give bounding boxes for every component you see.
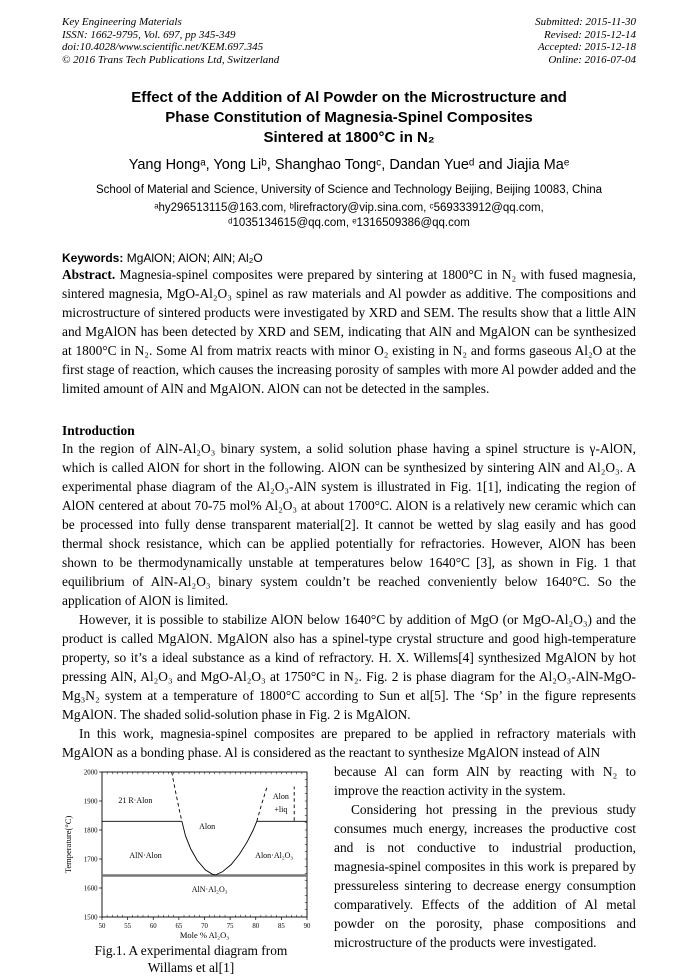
svg-text:1600: 1600 xyxy=(83,885,98,893)
svg-text:1800: 1800 xyxy=(83,827,98,835)
svg-text:50: 50 xyxy=(98,923,106,930)
figure-1-caption-line-1: Fig.1. A experimental diagram from xyxy=(94,943,288,958)
intro-paragraph-3: In this work, magnesia-spinel composites are prepared to be applied in refractory materials with MgAlON as a bonding phase. Al is considered as the reactant to synthesize MgAlON instead of AlN xyxy=(62,726,636,760)
svg-text:1900: 1900 xyxy=(83,798,98,806)
svg-text:Mole % Al₂O₃: Mole % Al₂O₃ xyxy=(179,930,230,940)
svg-text:+liq: +liq xyxy=(274,805,288,815)
affiliation: School of Material and Science, University of Science and Technology Beijing, Beijing 10083, China xyxy=(95,184,603,196)
intro-paragraph-4: Considering hot pressing in the previous study consumes much energy, increases the productive cost and is not conductive to industrial production, magnesia-spinel composites in this work is prepared by pressureless sintering to decrease energy consumption comparatively. Effects of the addition of Al metal powder on the porosity, phase compositions and microstructure of the products were investigated. xyxy=(334,802,636,950)
date-online: Online: 2016-07-04 xyxy=(548,53,636,66)
journal-info xyxy=(62,16,279,66)
date-revised: Revised: 2015-12-14 xyxy=(544,28,636,41)
svg-text:90: 90 xyxy=(303,923,311,930)
journal-header xyxy=(62,16,636,66)
page-title xyxy=(62,88,636,148)
svg-text:2000: 2000 xyxy=(83,769,98,777)
authors-line: Yang Hongᵃ, Yong Liᵇ, Shanghao Tongᶜ, Dandan Yueᵈ and Jiajia Maᵉ xyxy=(128,157,570,173)
date-submitted: Submitted: 2015-11-30 xyxy=(535,16,636,28)
svg-text:85: 85 xyxy=(277,923,285,930)
emails-line-2: ᵈ1035134615@qq.com, ᵉ1316509386@qq.com xyxy=(228,217,470,229)
journal-issn: ISSN: 1662-9795, Vol. 697, pp 345-349 xyxy=(62,28,236,41)
emails-line-1: ᵃhy296513115@163.com, ᵇlirefractory@vip.sina.com, ᶜ569333912@qq.com, xyxy=(154,202,544,214)
svg-text:65: 65 xyxy=(175,923,183,930)
journal-copyright: © 2016 Trans Tech Publications Ltd, Switzerland xyxy=(62,53,280,66)
keywords-label: Keywords: xyxy=(62,251,124,265)
svg-text:70: 70 xyxy=(201,923,208,930)
journal-doi: doi:10.4028/www.scientific.net/KEM.697.345 xyxy=(62,41,264,53)
abstract-label: Abstract. xyxy=(62,267,116,282)
section-heading-introduction: Introduction xyxy=(62,423,135,438)
abstract-text: Magnesia-spinel composites were prepared by sintering at 1800°C in N₂ with fused magnesia, sintered magnesia, MgO-Al₂O₃ spinel as raw materials and Al powder as additive. The compositions and microstructure of sintered products were investigated by XRD and SEM. The results show that a little AlN and MgAlON has been detected by XRD and SEM, indicating that AlN and MgAlON can be synthesized at 1800°C in N₂. Some Al from matrix reacts with minor O₂ existing in N₂ and forms gaseous Al₂O at the first stage of reaction, which causes the increasing porosity of samples with more Al powder added and the limited amount of AlN and MgAlON. AlON can not be detected in the samples. xyxy=(62,267,636,396)
title-line-2: Phase Constitution of Magnesia-Spinel Composites xyxy=(165,109,533,126)
submission-dates xyxy=(535,16,636,66)
abstract-paragraph xyxy=(62,265,636,398)
journal-name: Key Engineering Materials xyxy=(62,16,182,28)
svg-text:Alon·Al₂O₃: Alon·Al₂O₃ xyxy=(255,851,294,861)
svg-text:AlN·Alon: AlN·Alon xyxy=(129,851,162,861)
svg-text:75: 75 xyxy=(226,923,234,930)
figure-1-caption-line-2: Willams et al[1] xyxy=(147,960,235,975)
keywords-text: MgAlON; AlON; AlN; Al₂O xyxy=(123,251,263,265)
keywords-line xyxy=(62,251,636,265)
svg-text:1500: 1500 xyxy=(83,914,98,922)
intro-paragraph-3-continued: because Al can form AlN by reacting with N₂ to improve the reaction activity in the system. xyxy=(334,764,636,798)
author-emails xyxy=(62,201,636,231)
svg-text:55: 55 xyxy=(124,923,132,930)
svg-text:80: 80 xyxy=(252,923,260,930)
intro-paragraph-2: However, it is possible to stabilize AlON below 1640°C by addition of MgO (or MgO-Al₂O₃) and the product is called MgAlON. MgAlON also has a spinel-type crystal structure and good high-temperature property, so it’s a ideal substance as a kind of refractory. H. X. Willems[4] synthesized MgAlON by hot pressing AlN, Al₂O₃ and MgO-Al₂O₃ at 1750°C in N₂. Fig. 2 is phase diagram for the Al₂O₃-AlN-MgO-Mg₃N₂ system at a temperature of 1800°C according to Sun et al[5]. The ‘Sp’ in the figure represents MgAlON. The shaded solid-solution phase in Fig. 2 is MgAlON. xyxy=(62,612,636,722)
fig1-phase-diagram-chart xyxy=(62,765,314,941)
figure-1 xyxy=(62,765,320,976)
svg-text:1700: 1700 xyxy=(83,856,98,864)
figure-1-caption xyxy=(62,942,320,976)
svg-text:AlN·Al₂O₃: AlN·Al₂O₃ xyxy=(191,885,228,895)
intro-paragraph-1: In the region of AlN-Al₂O₃ binary system, a solid solution phase having a spinel structure is γ-AlON, which is called AlON for short in the following. AlON can be synthesized by sintering AlN and Al₂O₃. A experimental phase diagram of the Al₂O₃-AlN system is illustrated in Fig. 1[1], indicating the region of AlON centered at about 70-75 mol% Al₂O₃ at about 1700°C. AlON is a relatively new ceramic which can be processed into fully dense transparent material[2]. It cannot be wetted by slag easily and has good thermal shock resistance, which can be applied potentially for refractories. However, AlON has been shown to be thermodynamically unstable at temperatures below 1640°C [3], as shown in Fig. 1 that equilibrium of AlN-Al₂O₃ binary system couldn’t be reached conveniently below 1640°C. So the application of AlON is limited. xyxy=(62,441,636,608)
svg-text:60: 60 xyxy=(149,923,157,930)
title-line-3: Sintered at 1800°C in N₂ xyxy=(263,129,435,146)
title-line-1: Effect of the Addition of Al Powder on the Microstructure and xyxy=(131,89,567,106)
svg-text:Alon: Alon xyxy=(272,791,289,801)
date-accepted: Accepted: 2015-12-18 xyxy=(537,41,636,53)
svg-text:Alon: Alon xyxy=(199,822,216,832)
svg-text:Temperature(°C): Temperature(°C) xyxy=(63,815,73,874)
svg-text:21 R·Alon: 21 R·Alon xyxy=(118,796,153,806)
